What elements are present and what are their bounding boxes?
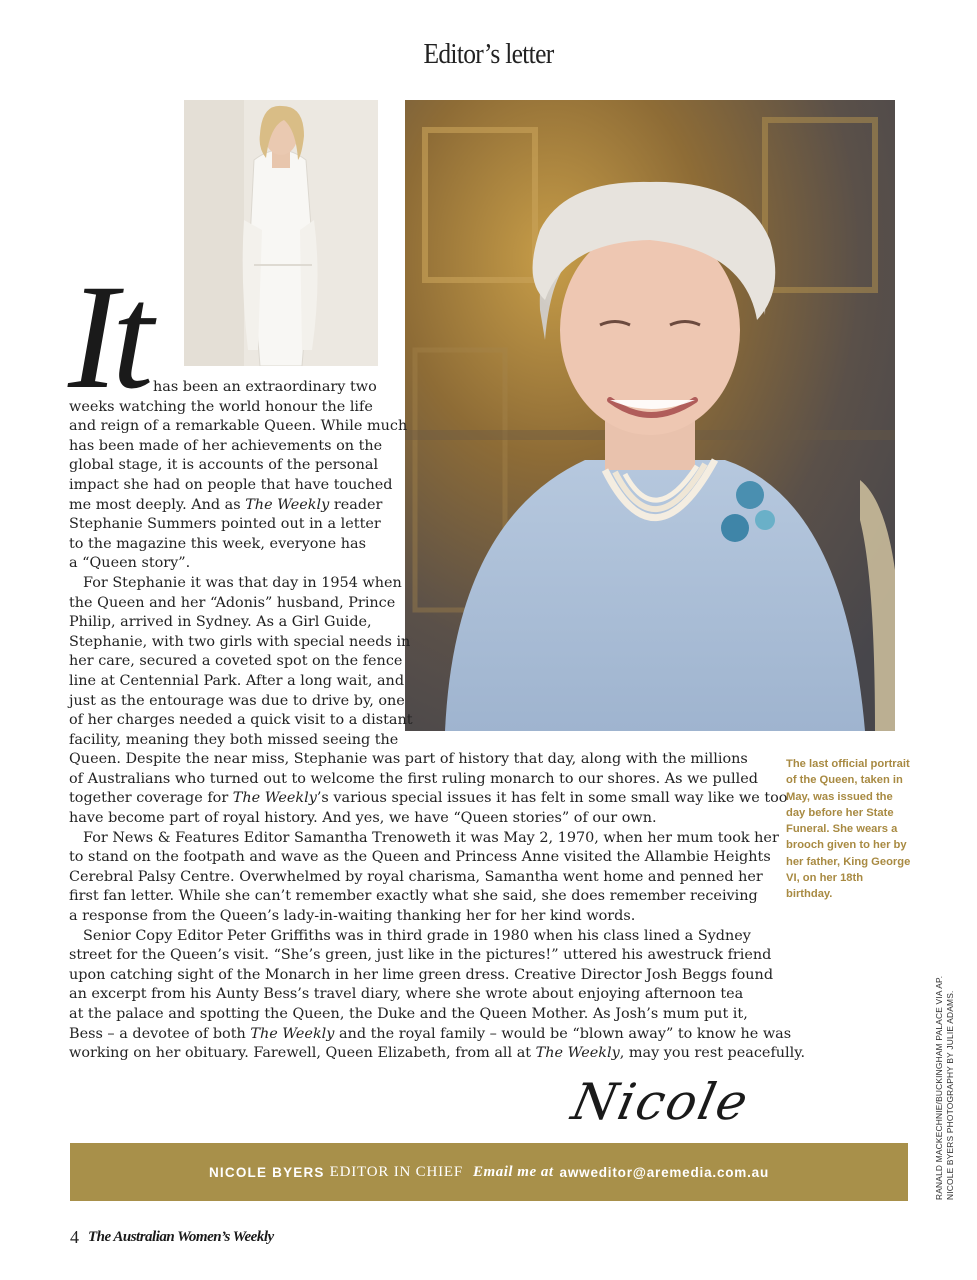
text-line: upon catching sight of the Monarch in her lime green dress. Creative Director Josh Beggs found (69, 966, 774, 983)
text-line: of her charges needed a quick visit to a distant (69, 712, 413, 729)
text-line (69, 789, 805, 809)
magazine-name-italic: The Weekly (245, 496, 330, 513)
magazine-name-italic: The Weekly (232, 790, 317, 807)
text-line: just as the entourage was due to drive by, one (69, 692, 405, 709)
text-run: , may you rest peacefully. (619, 1045, 806, 1062)
text-line: to the magazine this week, everyone has (69, 535, 366, 552)
page-number: 4 (70, 1227, 79, 1247)
text-line (69, 496, 805, 516)
text-line: and reign of a remarkable Queen. While much (69, 418, 408, 435)
credit-line: NICOLE BYERS PHOTOGRAPHY BY JULIE ADAMS. (945, 990, 955, 1200)
editor-name: NICOLE BYERS (208, 1164, 325, 1180)
photo-credit (934, 976, 956, 1200)
magazine-name-italic: The Weekly (250, 1025, 335, 1042)
magazine-name-italic: The Weekly (535, 1045, 620, 1062)
text-run: ’s various special issues it has felt in some small way like we too (316, 790, 788, 807)
email-prompt: Email me at (473, 1163, 554, 1180)
text-line: weeks watching the world honour the life (69, 398, 373, 415)
drop-cap: It (68, 254, 148, 420)
text-run: together coverage for (69, 790, 233, 807)
text-line: line at Centennial Park. After a long wait, and (69, 672, 405, 689)
text-line: her care, secured a coveted spot on the fence (69, 653, 403, 670)
text-line: street for the Queen’s visit. “She’s green, just like in the pictures!” uttered his awestruck friend (69, 947, 772, 964)
text-line: has been an extraordinary two (153, 379, 377, 395)
text-line: a response from the Queen’s lady-in-waiting thanking her for her kind words. (69, 908, 636, 925)
editor-title: EDITOR IN CHIEF (329, 1163, 464, 1180)
text-run: working on her obituary. Farewell, Queen Elizabeth, from all at (69, 1045, 536, 1062)
text-line (69, 1044, 805, 1064)
text-line: Queen. Despite the near miss, Stephanie was part of history that day, along with the millions (69, 751, 748, 768)
text-run: me most deeply. And as (69, 496, 246, 513)
editor-contact-bar (70, 1143, 908, 1201)
text-line: Senior Copy Editor Peter Griffiths was in third grade in 1980 when his class lined a Sydney (83, 927, 751, 944)
text-line: the Queen and her “Adonis” husband, Prince (69, 594, 396, 611)
body-text-column (69, 378, 805, 1064)
text-line: global stage, it is accounts of the personal (69, 457, 379, 474)
editor-portrait-photo (184, 100, 378, 366)
page-heading: Editor’s letter (423, 38, 554, 70)
text-line: impact she had on people that have touched (69, 476, 393, 493)
text-line: facility, meaning they both missed seeing the (69, 731, 399, 748)
text-line: Cerebral Palsy Centre. Overwhelmed by royal charisma, Samantha went home and penned her (69, 868, 763, 885)
text-run: Bess – a devotee of both (69, 1025, 251, 1042)
text-line: For News & Features Editor Samantha Trenoweth it was May 2, 1970, when her mum took her (83, 829, 779, 846)
editor-signature: Nicole (566, 1073, 755, 1131)
text-line: to stand on the footpath and wave as the Queen and Princess Anne visited the Allambie Heights (69, 849, 771, 866)
text-line: Stephanie, with two girls with special needs in (69, 633, 411, 650)
text-run: reader (329, 496, 383, 513)
text-line: of Australians who turned out to welcome the first ruling monarch to our shores. As we pulled (69, 770, 758, 787)
photo-caption: The last official portrait of the Queen, taken in May, was issued the day before her State Funeral. She wears a brooch given to her by her father, King George VI, on her 18th birthday. (786, 758, 911, 901)
credit-line: RANALD MACKECHNIE/BUCKINGHAM PALACE VIA AP. (934, 975, 944, 1200)
text-line: For Stephanie it was that day in 1954 when (83, 574, 402, 591)
magazine-title: The Australian Women’s Weekly (88, 1229, 274, 1245)
text-line: Philip, arrived in Sydney. As a Girl Guide, (69, 614, 372, 631)
text-line: an excerpt from his Aunty Bess’s travel diary, where she wrote about enjoying afternoon tea (69, 986, 744, 1003)
text-run: and the royal family – would be “blown away” to know he was (334, 1025, 792, 1042)
text-line: has been made of her achievements on the (69, 437, 383, 454)
editor-portrait-illustration (184, 100, 378, 366)
text-line: first fan letter. While she can’t remember exactly what she said, she does remember receiving (69, 888, 758, 905)
text-line: at the palace and spotting the Queen, the Duke and the Queen Mother. As Josh’s mum put it, (69, 1006, 748, 1022)
text-line: a “Queen story”. (69, 555, 191, 572)
editor-email-link[interactable]: awweditor@aremedia.com.au (559, 1164, 770, 1180)
text-line: Stephanie Summers pointed out in a letter (69, 516, 381, 533)
text-line: have become part of royal history. And yes, we have “Queen stories” of our own. (69, 810, 657, 827)
text-line (69, 1025, 805, 1045)
